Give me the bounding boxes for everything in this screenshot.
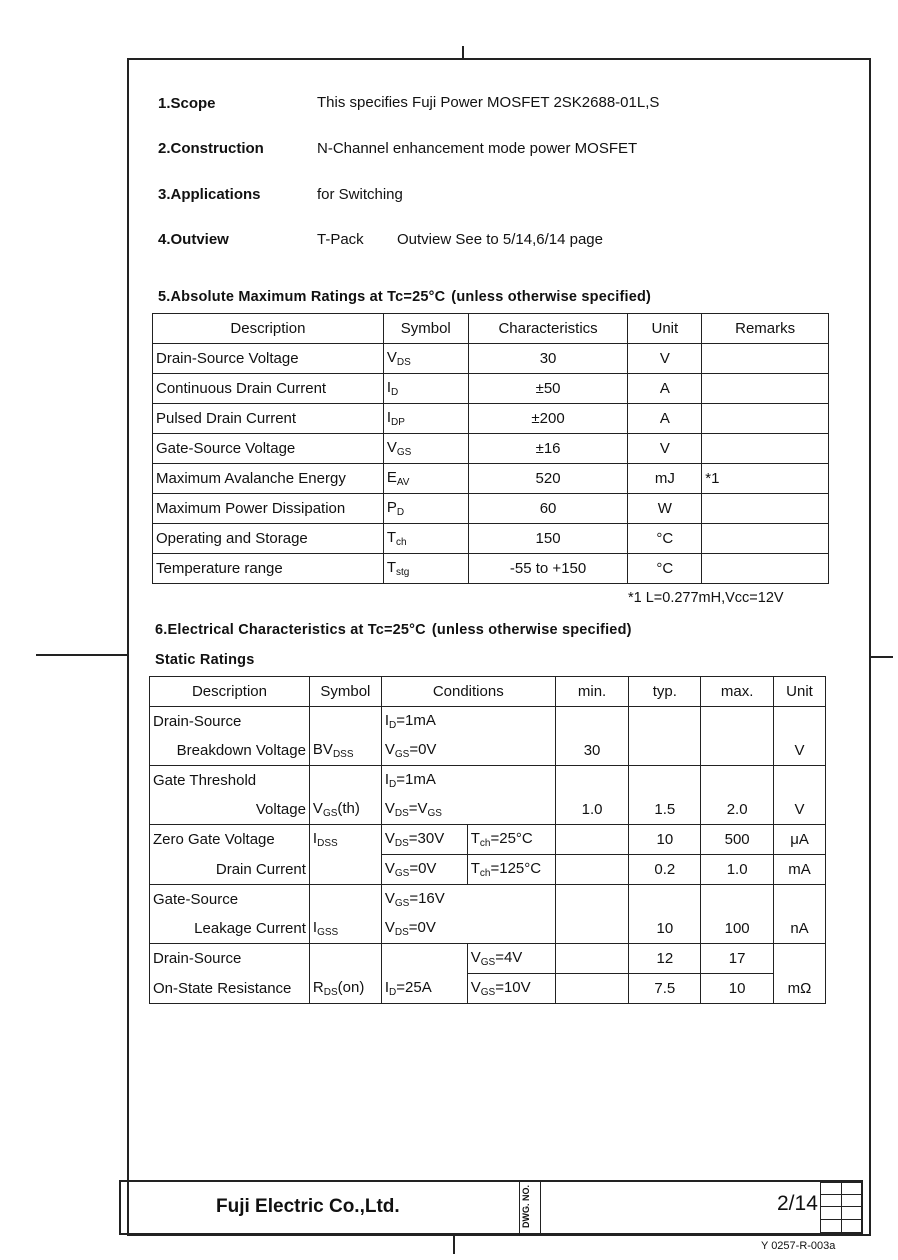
elec-heading xyxy=(155,622,632,638)
rds-id-spacer xyxy=(381,944,467,974)
table-row xyxy=(153,344,829,374)
row-symbol: $V_{DS}$ xyxy=(383,344,468,374)
table-row xyxy=(150,885,826,915)
idss-tch-25: $T_{ch}=25^\circ C$ xyxy=(467,825,555,855)
row-description: Gate-Source Voltage xyxy=(153,434,384,464)
row-remarks xyxy=(702,404,829,434)
bv-typ-spacer xyxy=(629,707,701,737)
table-row xyxy=(153,554,829,584)
scope-label: 1.Scope xyxy=(158,95,216,112)
vth-max: 2.0 xyxy=(701,795,774,825)
row-description: Continuous Drain Current xyxy=(153,374,384,404)
row-value: ±50 xyxy=(468,374,628,404)
table-row xyxy=(153,434,829,464)
rds-max-1: 17 xyxy=(701,944,774,974)
rds-min-1 xyxy=(555,944,629,974)
bv-typ xyxy=(629,736,701,766)
rds-max-2: 10 xyxy=(701,974,774,1004)
row-description: Drain-Source Voltage xyxy=(153,344,384,374)
vth-condition-2: $V_{DS}=V_{GS}$ xyxy=(381,795,555,825)
applications-label: 3.Applications xyxy=(158,186,261,203)
elec-header-row xyxy=(150,677,826,707)
scope-value: This specifies Fuji Power MOSFET 2SK2688-01L,S xyxy=(317,94,660,111)
row-remarks: *1 xyxy=(702,464,829,494)
row-value: 520 xyxy=(468,464,628,494)
vth-symbol-spacer xyxy=(309,766,381,796)
abs-max-heading-note: (unless otherwise specified) xyxy=(451,289,652,305)
row-unit: °C xyxy=(628,554,702,584)
vth-unit: V xyxy=(774,795,826,825)
vth-min-spacer xyxy=(555,766,629,796)
revision-cell xyxy=(841,1206,863,1220)
header-symbol: Symbol xyxy=(309,677,381,707)
row-value: -55 to +150 xyxy=(468,554,628,584)
table-row xyxy=(150,825,826,855)
rds-vgs-10v: $V_{GS}=10V$ xyxy=(467,974,555,1004)
elec-heading-note: (unless otherwise specified) xyxy=(431,622,632,638)
igss-min xyxy=(555,914,629,944)
table-row xyxy=(150,974,826,1004)
idss-vds-condition: $V_{DS}=30V$ xyxy=(381,825,467,855)
construction-label: 2.Construction xyxy=(158,140,264,157)
table-row xyxy=(153,374,829,404)
igss-unit-spacer xyxy=(774,885,826,915)
row-unit: mJ xyxy=(628,464,702,494)
header-description: Description xyxy=(150,677,310,707)
company-name: Fuji Electric Co.,Ltd. xyxy=(216,1196,400,1217)
row-description: Pulsed Drain Current xyxy=(153,404,384,434)
rds-id-condition: $I_D=25A$ xyxy=(381,974,467,1004)
header-characteristics: Characteristics xyxy=(468,314,628,344)
igss-typ: 10 xyxy=(629,914,701,944)
abs-max-heading xyxy=(158,289,651,305)
outview-reference: Outview See to 5/14,6/14 page xyxy=(397,231,603,248)
top-crop-mark xyxy=(462,46,464,59)
igss-symbol: $I_{GSS}$ xyxy=(309,914,381,944)
idss-min-1 xyxy=(555,825,629,855)
abs-max-header-row xyxy=(153,314,829,344)
bv-unit-spacer xyxy=(774,707,826,737)
row-symbol: $I_D$ xyxy=(383,374,468,404)
row-description: Temperature range xyxy=(153,554,384,584)
applications-value: for Switching xyxy=(317,186,403,203)
row-value: ±200 xyxy=(468,404,628,434)
header-symbol: Symbol xyxy=(383,314,468,344)
rds-unit: mΩ xyxy=(774,974,826,1004)
igss-max: 100 xyxy=(701,914,774,944)
igss-condition-2: $V_{DS}=0V$ xyxy=(381,914,555,944)
table-row xyxy=(153,524,829,554)
idss-max-2: 1.0 xyxy=(701,855,774,885)
row-remarks xyxy=(702,494,829,524)
igss-desc-line2: Leakage Current xyxy=(150,914,310,944)
row-symbol: $P_D$ xyxy=(383,494,468,524)
bottom-crop-mark xyxy=(453,1236,455,1254)
vth-desc-line1: Gate Threshold xyxy=(150,766,310,796)
idss-vgs-condition: $V_{GS}=0V$ xyxy=(381,855,467,885)
bv-condition-1: $I_D=1mA$ xyxy=(381,707,555,737)
row-value: 150 xyxy=(468,524,628,554)
left-crop-mark xyxy=(36,654,127,656)
drawing-number-label: DWG. NO. xyxy=(521,1185,531,1228)
rds-desc-line2: On-State Resistance xyxy=(150,974,310,1004)
row-symbol: $V_{GS}$ xyxy=(383,434,468,464)
right-crop-mark xyxy=(871,656,893,658)
rds-min-2 xyxy=(555,974,629,1004)
abs-max-heading-title: 5.Absolute Maximum Ratings at Tc=25°C xyxy=(158,289,446,305)
row-value: 30 xyxy=(468,344,628,374)
vth-desc-line2: Voltage xyxy=(150,795,310,825)
header-description: Description xyxy=(153,314,384,344)
table-row xyxy=(150,914,826,944)
header-conditions: Conditions xyxy=(381,677,555,707)
igss-desc-line1: Gate-Source xyxy=(150,885,310,915)
bv-unit: V xyxy=(774,736,826,766)
row-unit: W xyxy=(628,494,702,524)
row-remarks xyxy=(702,374,829,404)
row-unit: A xyxy=(628,404,702,434)
row-symbol: $I_{DP}$ xyxy=(383,404,468,434)
row-description: Maximum Power Dissipation xyxy=(153,494,384,524)
row-symbol: $T_{ch}$ xyxy=(383,524,468,554)
bv-symbol: $BV_{DSS}$ xyxy=(309,736,381,766)
vth-max-spacer xyxy=(701,766,774,796)
header-min: min. xyxy=(555,677,629,707)
bv-min: 30 xyxy=(555,736,629,766)
rds-typ-2: 7.5 xyxy=(629,974,701,1004)
revision-cell xyxy=(820,1219,842,1233)
idss-min-2 xyxy=(555,855,629,885)
idss-unit-2: mA xyxy=(774,855,826,885)
bv-symbol-spacer xyxy=(309,707,381,737)
rds-typ-1: 12 xyxy=(629,944,701,974)
elec-table xyxy=(149,676,826,1004)
header-unit: Unit xyxy=(774,677,826,707)
idss-typ-1: 10 xyxy=(629,825,701,855)
idss-unit-1: μA xyxy=(774,825,826,855)
bv-condition-2: $V_{GS}=0V$ xyxy=(381,736,555,766)
revision-cell xyxy=(841,1219,863,1233)
table-row xyxy=(150,855,826,885)
static-ratings-heading: Static Ratings xyxy=(155,652,255,668)
rds-symbol: $R_{DS}(on)$ xyxy=(309,974,381,1004)
table-row xyxy=(150,707,826,737)
vth-typ-spacer xyxy=(629,766,701,796)
outview-value: T-Pack xyxy=(317,231,364,248)
abs-max-table xyxy=(152,313,829,584)
row-description: Maximum Avalanche Energy xyxy=(153,464,384,494)
vth-min: 1.0 xyxy=(555,795,629,825)
header-unit: Unit xyxy=(628,314,702,344)
idss-typ-2: 0.2 xyxy=(629,855,701,885)
rds-symbol-spacer xyxy=(309,944,381,974)
page-number: 2/14 xyxy=(777,1192,818,1215)
rds-vgs-4v: $V_{GS}=4V$ xyxy=(467,944,555,974)
igss-min-spacer xyxy=(555,885,629,915)
abs-max-footnote: *1 L=0.277mH,Vcc=12V xyxy=(628,590,784,606)
row-remarks xyxy=(702,344,829,374)
header-remarks: Remarks xyxy=(702,314,829,344)
revision-grid xyxy=(820,1182,863,1233)
bv-desc-line1: Drain-Source xyxy=(150,707,310,737)
row-unit: °C xyxy=(628,524,702,554)
row-value: 60 xyxy=(468,494,628,524)
igss-typ-spacer xyxy=(629,885,701,915)
table-row xyxy=(150,736,826,766)
table-row xyxy=(150,795,826,825)
rds-unit-spacer xyxy=(774,944,826,974)
revision-cell xyxy=(820,1206,842,1220)
header-typ: typ. xyxy=(629,677,701,707)
igss-symbol-spacer xyxy=(309,885,381,915)
bv-min-spacer xyxy=(555,707,629,737)
idss-desc-line1: Zero Gate Voltage xyxy=(150,825,310,855)
row-remarks xyxy=(702,554,829,584)
bv-desc-line2: Breakdown Voltage xyxy=(150,736,310,766)
header-max: max. xyxy=(701,677,774,707)
igss-max-spacer xyxy=(701,885,774,915)
row-description: Operating and Storage xyxy=(153,524,384,554)
vth-condition-1: $I_D=1mA$ xyxy=(381,766,555,796)
table-row xyxy=(153,494,829,524)
row-symbol: $E_{AV}$ xyxy=(383,464,468,494)
construction-value: N-Channel enhancement mode power MOSFET xyxy=(317,140,638,157)
row-remarks xyxy=(702,524,829,554)
table-row xyxy=(153,404,829,434)
idss-symbol-spacer xyxy=(309,855,381,885)
outview-label: 4.Outview xyxy=(158,231,229,248)
row-unit: V xyxy=(628,344,702,374)
vth-symbol: $V_{GS}(th)$ xyxy=(309,795,381,825)
table-row xyxy=(150,766,826,796)
row-value: ±16 xyxy=(468,434,628,464)
bv-max-spacer xyxy=(701,707,774,737)
idss-desc-line2: Drain Current xyxy=(150,855,310,885)
idss-tch-125: $T_{ch}=125^\circ C$ xyxy=(467,855,555,885)
vth-unit-spacer xyxy=(774,766,826,796)
idss-symbol: $I_{DSS}$ xyxy=(309,825,381,855)
idss-max-1: 500 xyxy=(701,825,774,855)
igss-unit: nA xyxy=(774,914,826,944)
row-unit: A xyxy=(628,374,702,404)
row-unit: V xyxy=(628,434,702,464)
vth-typ: 1.5 xyxy=(629,795,701,825)
row-symbol: $T_{stg}$ xyxy=(383,554,468,584)
form-code: Y 0257-R-003a xyxy=(761,1240,836,1252)
rds-desc-line1: Drain-Source xyxy=(150,944,310,974)
bv-max xyxy=(701,736,774,766)
elec-heading-title: 6.Electrical Characteristics at Tc=25°C xyxy=(155,622,426,638)
table-row xyxy=(150,944,826,974)
igss-condition-1: $V_{GS}=16V$ xyxy=(381,885,555,915)
table-row xyxy=(153,464,829,494)
row-remarks xyxy=(702,434,829,464)
